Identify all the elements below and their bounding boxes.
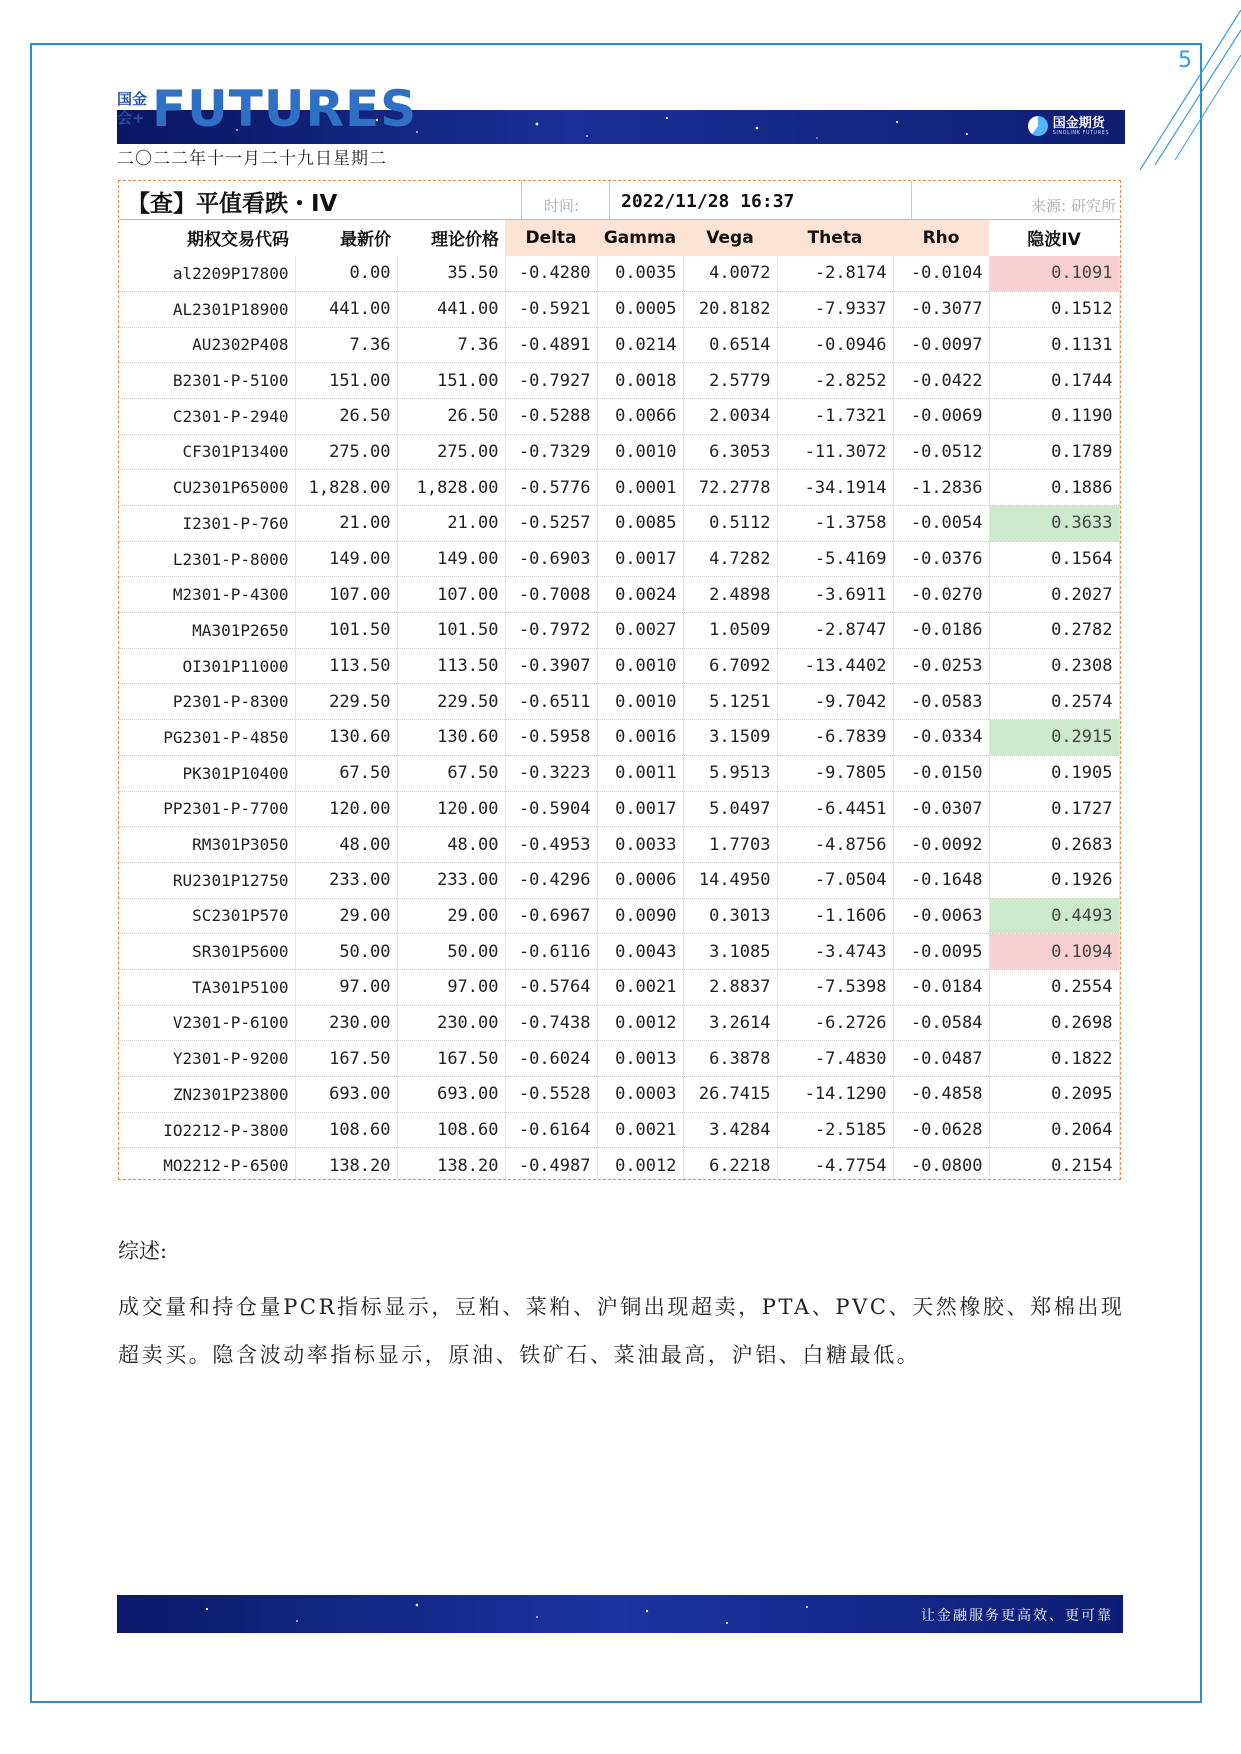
cell-code: P2301-P-8300 xyxy=(119,684,295,720)
cell-gamma: 0.0085 xyxy=(597,506,683,542)
cell-rho: -0.0253 xyxy=(893,648,989,684)
table-row xyxy=(119,363,1119,399)
table-row xyxy=(119,684,1119,720)
table-row xyxy=(119,648,1119,684)
cell-iv: 0.1744 xyxy=(989,363,1119,399)
divider xyxy=(911,181,912,219)
cell-rho: -0.0584 xyxy=(893,1005,989,1041)
cell-theory-price: 26.50 xyxy=(397,398,505,434)
cell-theory-price: 151.00 xyxy=(397,363,505,399)
cell-theta: -14.1290 xyxy=(777,1077,893,1113)
cell-theory-price: 120.00 xyxy=(397,791,505,827)
table-row xyxy=(119,934,1119,970)
cell-iv: 0.2554 xyxy=(989,969,1119,1005)
cell-last-price: 167.50 xyxy=(295,1041,397,1077)
cell-theta: -4.8756 xyxy=(777,827,893,863)
cell-delta: -0.6903 xyxy=(505,541,597,577)
cell-vega: 3.4284 xyxy=(683,1112,777,1148)
cell-theory-price: 97.00 xyxy=(397,969,505,1005)
cell-theta: -2.8174 xyxy=(777,256,893,292)
cell-gamma: 0.0066 xyxy=(597,398,683,434)
cell-theta: -3.4743 xyxy=(777,934,893,970)
cell-theory-price: 108.60 xyxy=(397,1112,505,1148)
cell-delta: -0.7972 xyxy=(505,613,597,649)
cell-iv: 0.2782 xyxy=(989,613,1119,649)
cell-rho: -0.0376 xyxy=(893,541,989,577)
cell-theory-price: 1,828.00 xyxy=(397,470,505,506)
table-row xyxy=(119,720,1119,756)
cell-delta: -0.5904 xyxy=(505,791,597,827)
cell-code: AL2301P18900 xyxy=(119,291,295,327)
cell-gamma: 0.0016 xyxy=(597,720,683,756)
cell-code: M2301-P-4300 xyxy=(119,577,295,613)
logo-cn: 国金会+ xyxy=(117,90,148,127)
cell-iv: 0.1905 xyxy=(989,755,1119,791)
cell-theory-price: 441.00 xyxy=(397,291,505,327)
cell-delta: -0.6967 xyxy=(505,898,597,934)
cell-iv: 0.4493 xyxy=(989,898,1119,934)
brand-name-cn: 国金期货 xyxy=(1052,115,1105,131)
cell-vega: 3.1509 xyxy=(683,720,777,756)
cell-iv: 0.2027 xyxy=(989,577,1119,613)
table-row xyxy=(119,327,1119,363)
cell-theta: -11.3072 xyxy=(777,434,893,470)
cell-iv: 0.1886 xyxy=(989,470,1119,506)
cell-last-price: 275.00 xyxy=(295,434,397,470)
cell-rho: -0.0334 xyxy=(893,720,989,756)
cell-theory-price: 50.00 xyxy=(397,934,505,970)
cell-rho: -0.1648 xyxy=(893,862,989,898)
table-header-row xyxy=(119,220,1119,256)
cell-vega: 6.3878 xyxy=(683,1041,777,1077)
table-row xyxy=(119,969,1119,1005)
cell-iv: 0.2095 xyxy=(989,1077,1119,1113)
cell-delta: -0.7927 xyxy=(505,363,597,399)
cell-iv: 0.2308 xyxy=(989,648,1119,684)
cell-rho: -0.0097 xyxy=(893,327,989,363)
cell-last-price: 21.00 xyxy=(295,506,397,542)
cell-vega: 2.0034 xyxy=(683,398,777,434)
cell-vega: 2.4898 xyxy=(683,577,777,613)
brand-logo xyxy=(1028,116,1109,136)
cell-vega: 0.3013 xyxy=(683,898,777,934)
cell-rho: -0.0095 xyxy=(893,934,989,970)
cell-delta: -0.5776 xyxy=(505,470,597,506)
cell-theta: -7.4830 xyxy=(777,1041,893,1077)
cell-rho: -0.0063 xyxy=(893,898,989,934)
cell-theory-price: 48.00 xyxy=(397,827,505,863)
cell-delta: -0.4280 xyxy=(505,256,597,292)
divider xyxy=(609,181,610,219)
col-header-delta: Delta xyxy=(505,220,597,256)
footer-slogan: 让金融服务更高效、更可靠 xyxy=(921,1608,1113,1624)
cell-rho: -0.0186 xyxy=(893,613,989,649)
cell-delta: -0.6164 xyxy=(505,1112,597,1148)
cell-iv: 0.2698 xyxy=(989,1005,1119,1041)
cell-vega: 1.7703 xyxy=(683,827,777,863)
cell-theory-price: 149.00 xyxy=(397,541,505,577)
logo-futures: FUTURES xyxy=(152,80,418,138)
cell-gamma: 0.0090 xyxy=(597,898,683,934)
cell-vega: 6.7092 xyxy=(683,648,777,684)
cell-delta: -0.6511 xyxy=(505,684,597,720)
source-label: 来源: 研究所 xyxy=(1031,197,1116,215)
cell-last-price: 113.50 xyxy=(295,648,397,684)
cell-delta: -0.3907 xyxy=(505,648,597,684)
cell-code: CU2301P65000 xyxy=(119,470,295,506)
cell-rho: -0.4858 xyxy=(893,1077,989,1113)
cell-vega: 14.4950 xyxy=(683,862,777,898)
cell-last-price: 0.00 xyxy=(295,256,397,292)
cell-code: IO2212-P-3800 xyxy=(119,1112,295,1148)
cell-last-price: 26.50 xyxy=(295,398,397,434)
cell-delta: -0.6024 xyxy=(505,1041,597,1077)
cell-gamma: 0.0033 xyxy=(597,827,683,863)
cell-vega: 5.0497 xyxy=(683,791,777,827)
cell-vega: 5.1251 xyxy=(683,684,777,720)
cell-vega: 3.2614 xyxy=(683,1005,777,1041)
cell-rho: -0.0512 xyxy=(893,434,989,470)
cell-last-price: 151.00 xyxy=(295,363,397,399)
cell-code: RU2301P12750 xyxy=(119,862,295,898)
table-row xyxy=(119,613,1119,649)
cell-code: AU2302P408 xyxy=(119,327,295,363)
cell-theta: -2.5185 xyxy=(777,1112,893,1148)
table-row xyxy=(119,434,1119,470)
cell-vega: 20.8182 xyxy=(683,291,777,327)
table-row xyxy=(119,1077,1119,1113)
cell-code: C2301-P-2940 xyxy=(119,398,295,434)
cell-theta: -6.2726 xyxy=(777,1005,893,1041)
cell-code: RM301P3050 xyxy=(119,827,295,863)
cell-vega: 2.5779 xyxy=(683,363,777,399)
cell-gamma: 0.0010 xyxy=(597,648,683,684)
cell-gamma: 0.0010 xyxy=(597,434,683,470)
cell-vega: 26.7415 xyxy=(683,1077,777,1113)
col-header-rho: Rho xyxy=(893,220,989,256)
cell-delta: -0.5764 xyxy=(505,969,597,1005)
cell-gamma: 0.0027 xyxy=(597,613,683,649)
cell-theta: -13.4402 xyxy=(777,648,893,684)
cell-vega: 6.3053 xyxy=(683,434,777,470)
cell-delta: -0.5288 xyxy=(505,398,597,434)
cell-gamma: 0.0012 xyxy=(597,1148,683,1180)
cell-last-price: 130.60 xyxy=(295,720,397,756)
cell-theta: -0.0946 xyxy=(777,327,893,363)
table-row xyxy=(119,1005,1119,1041)
col-header-code: 期权交易代码 xyxy=(187,230,289,251)
cell-theory-price: 107.00 xyxy=(397,577,505,613)
cell-theta: -1.1606 xyxy=(777,898,893,934)
cell-theta: -9.7042 xyxy=(777,684,893,720)
cell-gamma: 0.0017 xyxy=(597,791,683,827)
cell-last-price: 120.00 xyxy=(295,791,397,827)
cell-code: L2301-P-8000 xyxy=(119,541,295,577)
cell-theta: -34.1914 xyxy=(777,470,893,506)
col-header-vega: Vega xyxy=(683,220,777,256)
table-row xyxy=(119,506,1119,542)
table-row xyxy=(119,1041,1119,1077)
cell-code: PK301P10400 xyxy=(119,755,295,791)
divider xyxy=(521,181,522,219)
cell-rho: -0.0800 xyxy=(893,1148,989,1180)
cell-rho: -0.0487 xyxy=(893,1041,989,1077)
cell-code: I2301-P-760 xyxy=(119,506,295,542)
cell-rho: -1.2836 xyxy=(893,470,989,506)
col-header-theta: Theta xyxy=(777,220,893,256)
cell-last-price: 229.50 xyxy=(295,684,397,720)
col-header-theory: 理论价格 xyxy=(431,230,499,251)
cell-code: MO2212-P-6500 xyxy=(119,1148,295,1180)
cell-rho: -0.0104 xyxy=(893,256,989,292)
cell-vega: 4.7282 xyxy=(683,541,777,577)
cell-delta: -0.7438 xyxy=(505,1005,597,1041)
cell-theta: -6.7839 xyxy=(777,720,893,756)
table-row xyxy=(119,755,1119,791)
cell-theta: -3.6911 xyxy=(777,577,893,613)
cell-theta: -9.7805 xyxy=(777,755,893,791)
cell-gamma: 0.0024 xyxy=(597,577,683,613)
cell-delta: -0.4953 xyxy=(505,827,597,863)
cell-code: Y2301-P-9200 xyxy=(119,1041,295,1077)
cell-gamma: 0.0035 xyxy=(597,256,683,292)
cell-gamma: 0.0012 xyxy=(597,1005,683,1041)
cell-last-price: 1,828.00 xyxy=(295,470,397,506)
cell-theory-price: 7.36 xyxy=(397,327,505,363)
cell-iv: 0.2064 xyxy=(989,1112,1119,1148)
cell-rho: -0.0628 xyxy=(893,1112,989,1148)
cell-theory-price: 101.50 xyxy=(397,613,505,649)
cell-iv: 0.2574 xyxy=(989,684,1119,720)
cell-code: SC2301P570 xyxy=(119,898,295,934)
table-row xyxy=(119,1148,1119,1180)
cell-vega: 1.0509 xyxy=(683,613,777,649)
cell-theory-price: 21.00 xyxy=(397,506,505,542)
cell-theory-price: 693.00 xyxy=(397,1077,505,1113)
cell-last-price: 97.00 xyxy=(295,969,397,1005)
cell-gamma: 0.0005 xyxy=(597,291,683,327)
cell-theory-price: 233.00 xyxy=(397,862,505,898)
cell-delta: -0.5958 xyxy=(505,720,597,756)
cell-gamma: 0.0006 xyxy=(597,862,683,898)
cell-last-price: 101.50 xyxy=(295,613,397,649)
cell-code: PG2301-P-4850 xyxy=(119,720,295,756)
cell-delta: -0.5257 xyxy=(505,506,597,542)
options-table-panel xyxy=(118,180,1121,1180)
table-row xyxy=(119,541,1119,577)
cell-last-price: 233.00 xyxy=(295,862,397,898)
cell-theory-price: 113.50 xyxy=(397,648,505,684)
table-row xyxy=(119,898,1119,934)
table-row xyxy=(119,398,1119,434)
cell-theory-price: 229.50 xyxy=(397,684,505,720)
time-label: 时间: xyxy=(544,197,580,215)
cell-iv: 0.1131 xyxy=(989,327,1119,363)
cell-gamma: 0.0013 xyxy=(597,1041,683,1077)
cell-code: V2301-P-6100 xyxy=(119,1005,295,1041)
cell-last-price: 48.00 xyxy=(295,827,397,863)
table-row xyxy=(119,256,1119,292)
cell-vega: 72.2778 xyxy=(683,470,777,506)
cell-theory-price: 130.60 xyxy=(397,720,505,756)
col-header-last: 最新价 xyxy=(340,230,391,251)
cell-gamma: 0.0010 xyxy=(597,684,683,720)
cell-iv: 0.3633 xyxy=(989,506,1119,542)
cell-code: SR301P5600 xyxy=(119,934,295,970)
cell-theta: -2.8252 xyxy=(777,363,893,399)
cell-rho: -0.0092 xyxy=(893,827,989,863)
cell-delta: -0.4891 xyxy=(505,327,597,363)
cell-delta: -0.6116 xyxy=(505,934,597,970)
time-value: 2022/11/28 16:37 xyxy=(621,191,795,212)
table-title: 【查】平值看跌・IV xyxy=(127,191,338,217)
cell-gamma: 0.0021 xyxy=(597,1112,683,1148)
cell-rho: -0.0150 xyxy=(893,755,989,791)
cell-iv: 0.1512 xyxy=(989,291,1119,327)
footer-banner xyxy=(117,1595,1123,1633)
cell-iv: 0.1727 xyxy=(989,791,1119,827)
cell-delta: -0.4296 xyxy=(505,862,597,898)
cell-delta: -0.5921 xyxy=(505,291,597,327)
cell-vega: 5.9513 xyxy=(683,755,777,791)
cell-last-price: 149.00 xyxy=(295,541,397,577)
cell-delta: -0.7329 xyxy=(505,434,597,470)
cell-rho: -0.0054 xyxy=(893,506,989,542)
summary-heading: 综述: xyxy=(118,1239,168,1263)
cell-delta: -0.4987 xyxy=(505,1148,597,1180)
cell-iv: 0.1789 xyxy=(989,434,1119,470)
table-row xyxy=(119,791,1119,827)
cell-iv: 0.2915 xyxy=(989,720,1119,756)
cell-last-price: 67.50 xyxy=(295,755,397,791)
cell-theory-price: 67.50 xyxy=(397,755,505,791)
cell-theta: -4.7754 xyxy=(777,1148,893,1180)
cell-last-price: 441.00 xyxy=(295,291,397,327)
cell-vega: 0.6514 xyxy=(683,327,777,363)
cell-rho: -0.0307 xyxy=(893,791,989,827)
cell-gamma: 0.0001 xyxy=(597,470,683,506)
cell-gamma: 0.0021 xyxy=(597,969,683,1005)
cell-rho: -0.0422 xyxy=(893,363,989,399)
brand-logo-icon xyxy=(1028,116,1048,136)
col-header-gamma: Gamma xyxy=(597,220,683,256)
cell-last-price: 108.60 xyxy=(295,1112,397,1148)
cell-last-price: 138.20 xyxy=(295,1148,397,1180)
cell-vega: 4.0072 xyxy=(683,256,777,292)
cell-last-price: 50.00 xyxy=(295,934,397,970)
cell-last-price: 29.00 xyxy=(295,898,397,934)
cell-theta: -1.7321 xyxy=(777,398,893,434)
cell-delta: -0.3223 xyxy=(505,755,597,791)
cell-iv: 0.1822 xyxy=(989,1041,1119,1077)
cell-code: B2301-P-5100 xyxy=(119,363,295,399)
summary-text: 成交量和持仓量PCR指标显示，豆粕、菜粕、沪铜出现超卖，PTA、PVC、天然橡胶、郑棉出现超卖买。隐含波动率指标显示，原油、铁矿石、菜油最高，沪铝、白糖最低。 xyxy=(118,1295,1125,1367)
cell-code: TA301P5100 xyxy=(119,969,295,1005)
cell-theta: -1.3758 xyxy=(777,506,893,542)
cell-theta: -6.4451 xyxy=(777,791,893,827)
cell-code: OI301P11000 xyxy=(119,648,295,684)
cell-code: MA301P2650 xyxy=(119,613,295,649)
cell-last-price: 107.00 xyxy=(295,577,397,613)
table-row xyxy=(119,577,1119,613)
corner-decoration xyxy=(1120,0,1241,180)
cell-theory-price: 35.50 xyxy=(397,256,505,292)
cell-iv: 0.1190 xyxy=(989,398,1119,434)
cell-iv: 0.1094 xyxy=(989,934,1119,970)
cell-rho: -0.0184 xyxy=(893,969,989,1005)
cell-gamma: 0.0003 xyxy=(597,1077,683,1113)
cell-gamma: 0.0011 xyxy=(597,755,683,791)
cell-theta: -7.5398 xyxy=(777,969,893,1005)
cell-rho: -0.3077 xyxy=(893,291,989,327)
cell-code: al2209P17800 xyxy=(119,256,295,292)
cell-theta: -2.8747 xyxy=(777,613,893,649)
cell-theory-price: 275.00 xyxy=(397,434,505,470)
cell-rho: -0.0069 xyxy=(893,398,989,434)
cell-last-price: 693.00 xyxy=(295,1077,397,1113)
cell-gamma: 0.0043 xyxy=(597,934,683,970)
cell-theta: -7.0504 xyxy=(777,862,893,898)
col-header-iv: 隐波IV xyxy=(1027,230,1081,251)
cell-last-price: 230.00 xyxy=(295,1005,397,1041)
cell-iv: 0.1926 xyxy=(989,862,1119,898)
cell-vega: 0.5112 xyxy=(683,506,777,542)
cell-theory-price: 29.00 xyxy=(397,898,505,934)
table-row xyxy=(119,1112,1119,1148)
table-row xyxy=(119,291,1119,327)
cell-gamma: 0.0017 xyxy=(597,541,683,577)
cell-iv: 0.2154 xyxy=(989,1148,1119,1180)
cell-gamma: 0.0018 xyxy=(597,363,683,399)
table-row xyxy=(119,470,1119,506)
page-number: 5 xyxy=(1178,48,1192,73)
cell-iv: 0.1564 xyxy=(989,541,1119,577)
cell-last-price: 7.36 xyxy=(295,327,397,363)
table-row xyxy=(119,862,1119,898)
report-date: 二〇二二年十一月二十九日星期二 xyxy=(117,149,387,169)
cell-code: PP2301-P-7700 xyxy=(119,791,295,827)
cell-vega: 3.1085 xyxy=(683,934,777,970)
cell-delta: -0.5528 xyxy=(505,1077,597,1113)
cell-theory-price: 138.20 xyxy=(397,1148,505,1180)
cell-vega: 2.8837 xyxy=(683,969,777,1005)
cell-theta: -7.9337 xyxy=(777,291,893,327)
cell-code: ZN2301P23800 xyxy=(119,1077,295,1113)
cell-vega: 6.2218 xyxy=(683,1148,777,1180)
brand-name-en: SINOLINK FUTURES xyxy=(1052,129,1109,136)
cell-iv: 0.1091 xyxy=(989,256,1119,292)
cell-iv: 0.2683 xyxy=(989,827,1119,863)
cell-rho: -0.0583 xyxy=(893,684,989,720)
cell-delta: -0.7008 xyxy=(505,577,597,613)
table-title-row xyxy=(119,181,1120,220)
table-row xyxy=(119,827,1119,863)
cell-theory-price: 167.50 xyxy=(397,1041,505,1077)
cell-code: CF301P13400 xyxy=(119,434,295,470)
cell-rho: -0.0270 xyxy=(893,577,989,613)
cell-theta: -5.4169 xyxy=(777,541,893,577)
cell-gamma: 0.0214 xyxy=(597,327,683,363)
cell-theory-price: 230.00 xyxy=(397,1005,505,1041)
options-table xyxy=(119,220,1120,1180)
